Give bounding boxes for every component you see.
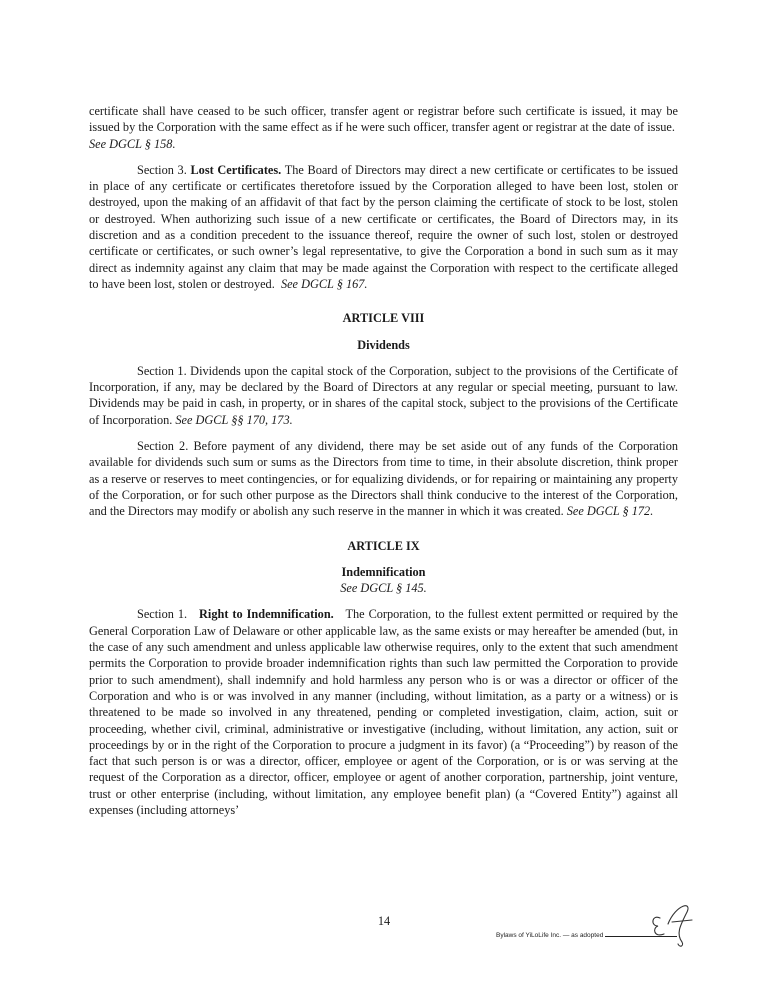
section-label: Section 3. xyxy=(137,162,187,177)
article-ix-heading: ARTICLE IX xyxy=(347,538,420,553)
section-label: Section 1. xyxy=(137,607,188,622)
article-ix-subheading: Indemnification xyxy=(341,564,426,579)
paragraph-certificate-continuation xyxy=(89,103,678,152)
article-viii-subheading: Dividends xyxy=(357,337,410,352)
article-ix-subheading-citation: See DGCL § 145. xyxy=(340,581,427,596)
section-text: Section 2. Before payment of any dividend, there may be set aside out of any funds of the Corporation available for dividends such sum or sums as the Directors from time to time, in their absolute discretion, think proper as a reserve or reserves to meet contingencies, or for equalizing dividends, or for repairing or maintaining any property of the Corporation, or for such other purpose as the Directors shall think conducive to the interest of the Corporation, and the Directors may modify or abolish any such reserve in the manner in which it was created. xyxy=(89,439,678,519)
footer-adoption-line xyxy=(496,932,677,939)
initials-signature xyxy=(646,896,716,952)
section-3-lost-certificates xyxy=(89,162,678,292)
section-title: Right to Indemnification. xyxy=(199,607,334,622)
article-ix-section-1 xyxy=(89,606,678,818)
article-viii-section-1 xyxy=(89,363,678,428)
section-text: The Board of Directors may direct a new certificate or certificates to be issued in place of any certificate or certificates theretofore issued by the Corporation alleged to have been lost, stolen or destroyed, upon the making of an affidavit of that fact by the person claiming the certificate of stock to be lost, stolen or destroyed. When authorizing such issue of a new certificate or certificates, the Board of Directors may, in its discretion and as a condition precedent to the issuance thereof, require the owner of such lost, stolen or destroyed certificate or certificates, or such owner’s legal representative, to give the Corporation a bond in such sum as it may direct as indemnity against any claim that may be made against the Corporation with respect to the certificate alleged to have been lost, stolen or destroyed. xyxy=(89,162,679,291)
citation: See DGCL § 158. xyxy=(89,136,176,151)
section-text: The Corporation, to the fullest extent permitted or required by the General Corporation Law of Delaware or other applicable law, as the same exists or may hereafter be amended (but, in the case of any such amendment and unless applicable law otherwise requires, only to the extent that such amendment permits the Corporation to provide broader indemnification rights than such law permitted the Corporation to provide prior to such amendment), shall indemnify and hold harmless any person who is or was a director or officer of the Corporation and who is or was involved in any manner (including, without limitation, as a party or a witness) or is threatened to be made so involved in any threatened, pending or completed investigation, claim, action, suit or proceeding, whether civil, criminal, administrative or investigative (including, without limitation, any action, suit or proceedings by or in the right of the Corporation to procure a judgment in its favor) (a “Proceeding”) by reason of the fact that such person is or was a director, officer, employee or agent of the Corporation, or is or was serving at the request of the Corporation as a director, officer, employee or agent of another corporation, partnership, joint venture, trust or other enterprise (including, without limitation, any employee benefit plan) (a “Covered Entity”) against all expenses (including attorneys’ xyxy=(89,607,678,817)
article-viii-heading: ARTICLE VIII xyxy=(342,311,425,326)
page-body xyxy=(89,103,678,828)
footer-text: Bylaws of YiLoLife Inc. — as adopted xyxy=(496,932,604,939)
paragraph-text: certificate shall have ceased to be such officer, transfer agent or registrar before such certificate is issued, it may be issued by the Corporation with the same effect as if he were such officer, transfer agent or registrar at the date of issue. xyxy=(89,104,678,135)
citation: See DGCL § 172. xyxy=(566,504,654,519)
section-title: Lost Certificates. xyxy=(190,162,282,177)
section-text: Section 1. Dividends upon the capital stock of the Corporation, subject to the provisions of the Certificate of Incorporation, if any, may be declared by the Board of Directors at any regular or special meeting, pursuant to law. Dividends may be paid in cash, in property, or in shares of the capital stock, subject to the provisions of the Certificate of Incorporation. xyxy=(89,363,678,427)
citation: See DGCL §§ 170, 173. xyxy=(175,412,293,427)
citation: See DGCL § 167. xyxy=(280,276,368,291)
signature-line xyxy=(605,936,677,937)
page-number: 14 xyxy=(377,914,391,928)
article-viii-section-2 xyxy=(89,438,678,519)
